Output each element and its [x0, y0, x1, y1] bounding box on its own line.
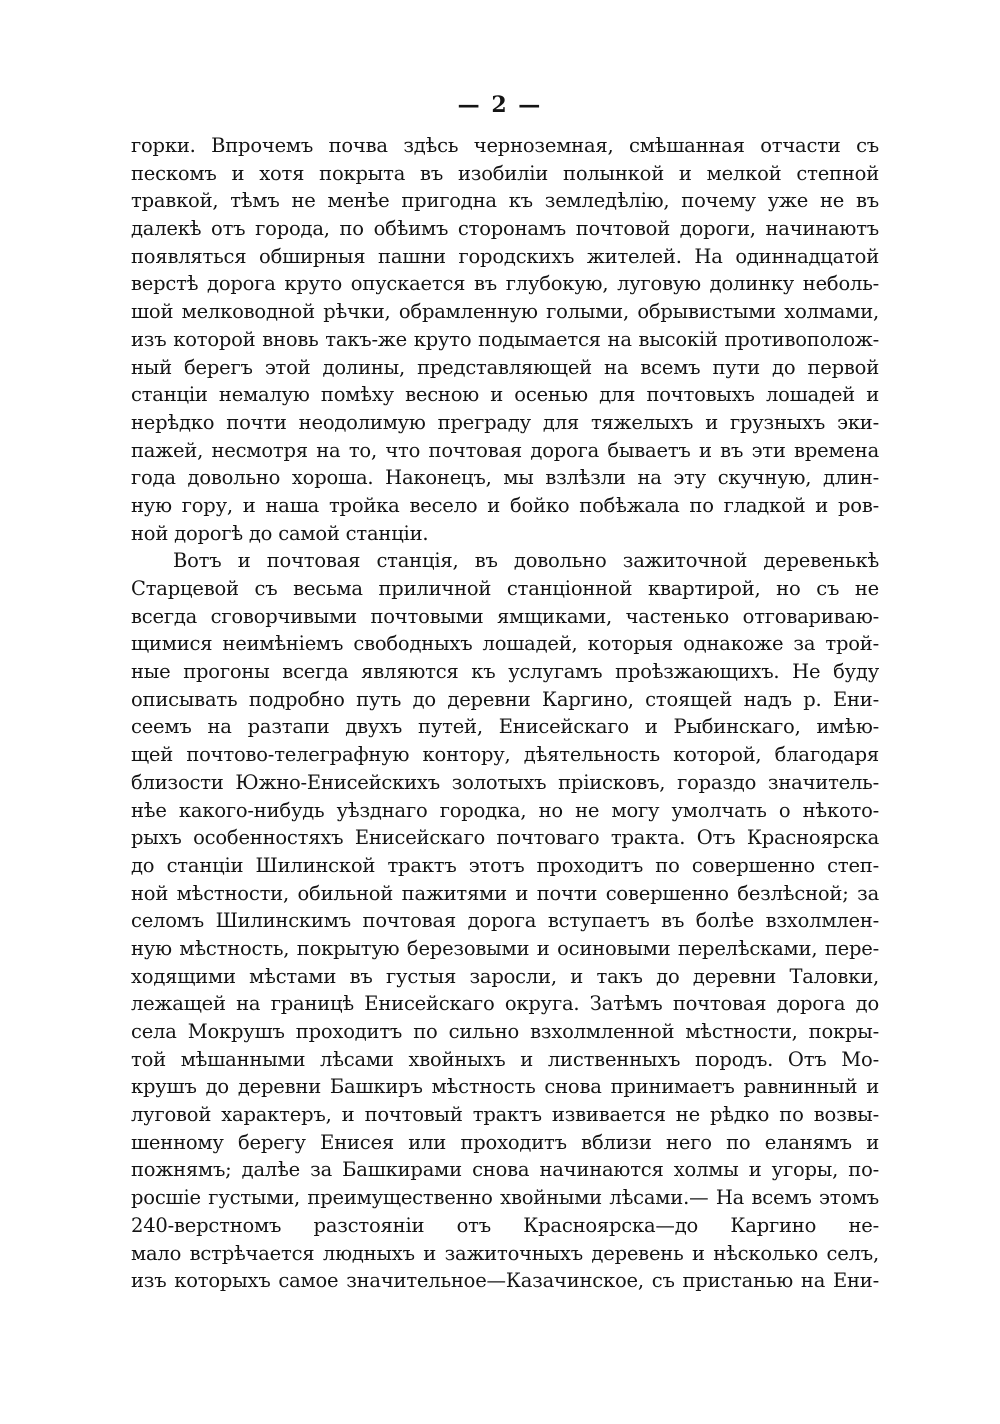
text-line: года довольно хороша. Наконецъ, мы взлѣзли на эту скучную, длин-: [131, 466, 879, 490]
text-line: Старцевой съ весьма приличной станціонной квартирой, но съ не: [131, 577, 879, 600]
text-line: шой мелководной рѣчки, обрамленную голыми, обрывистыми холмами,: [131, 300, 879, 324]
paragraph-start-line: Вотъ и почтовая станція, въ довольно зажиточной деревенькѣ: [173, 549, 879, 573]
text-line: ную гору, и наша тройка весело и бойко побѣжала по гладкой и ров-: [131, 493, 879, 517]
text-line: описывать подробно путь до деревни Каргино, стоящей надъ р. Ени-: [131, 687, 879, 711]
text-line: нерѣдко почти неодолимую преграду для тяжелыхъ и грузныхъ эки-: [131, 410, 879, 434]
text-line: до станціи Шилинской трактъ этотъ проходитъ по совершенно степ-: [131, 853, 879, 877]
text-line: далекѣ отъ города, по обѣимъ сторонамъ почтовой дороги, начинаютъ: [131, 217, 879, 241]
text-line: появляться обширныя пашни городскихъ жителей. На одиннадцатой: [131, 244, 879, 268]
paragraph-end-line: ной дорогѣ до самой станціи.: [131, 521, 429, 545]
text-line: всегда сговорчивыми почтовыми ямщиками, частенько отговаривaю-: [131, 604, 879, 628]
text-line: крушъ до деревни Башкиръ мѣстность снова принимаетъ равнинный и: [131, 1075, 879, 1099]
text-line: верстѣ дорога круто опускается въ глубокую, луговую долинку неболь-: [131, 272, 879, 296]
text-line: щимися неимѣніемъ свободныхъ лошадей, которыя однакоже за трой-: [131, 632, 879, 656]
text-line: ходящими мѣстами въ густыя заросли, и такъ до деревни Таловки,: [131, 964, 879, 988]
text-line: пескомъ и хотя покрыта въ изобиліи полынкой и мелкой степной: [131, 161, 879, 185]
text-line: ной мѣстности, обильной пажитями и почти совершенно безлѣсной; за: [131, 881, 879, 905]
text-line: травкой, тѣмъ не менѣе пригодна къ земледѣлію, почему уже не въ: [131, 189, 879, 213]
text-line: селомъ Шилинскимъ почтовая дорога вступаетъ въ болѣе взхолмлен-: [131, 909, 879, 933]
text-line: рыхъ особенностяхъ Енисейскаго почтоваго тракта. Отъ Красноярска: [131, 826, 879, 850]
text-line: пожнямъ; далѣе за Башкирами снова начинаются холмы и угоры, по-: [131, 1158, 879, 1182]
text-line: пажей, несмотря на то, что почтовая дорога бываетъ и въ эти времена: [131, 438, 879, 462]
text-line: нѣе какого-нибудь уѣзднаго городка, но не могу умолчать о нѣкото-: [131, 798, 879, 822]
text-line: 240-верстномъ разстояніи отъ Красноярска—до Каргино не-: [131, 1213, 879, 1237]
text-line: изъ которыхъ самое значительное—Казачинское, съ пристанью на Ени-: [131, 1269, 879, 1293]
text-line: ный берегъ этой долины, представляющей на всемъ пути до первой: [131, 355, 879, 379]
text-line: лежащей на границѣ Енисейскаго округа. Затѣмъ почтовая дорога до: [131, 992, 879, 1016]
text-line: ные прогоны всегда являются къ услугамъ проѣзжающихъ. Не буду: [131, 660, 879, 684]
body-text: [131, 132, 879, 1295]
text-line: близости Южно-Енисейскихъ золотыхъ пріисковъ, гораздо значитель-: [131, 770, 879, 794]
text-line: сеемъ на разтапи двухъ путей, Енисейскаго и Рыбинскаго, имѣю-: [131, 715, 879, 739]
text-line: луговой характеръ, и почтовый трактъ извивается не рѣдко по возвы-: [131, 1103, 879, 1127]
text-line: станціи немалую помѣху весною и осенью для почтовыхъ лошадей и: [131, 383, 879, 407]
text-line: щей почтово-телеграфную контору, дѣятельность которой, благодаря: [131, 743, 879, 767]
text-line: изъ которой вновь такъ-же круто подымается на высокій противополож-: [131, 327, 879, 351]
text-line: мало встрѣчается людныхъ и зажиточныхъ деревень и нѣсколько селъ,: [131, 1241, 879, 1265]
text-line: шенному берегу Енисея или проходитъ вблизи него по еланямъ и: [131, 1130, 879, 1154]
text-line: росшіе густыми, преимущественно хвойными лѣсами.— На всемъ этомъ: [131, 1186, 879, 1210]
text-line: горки. Впрочемъ почва здѣсь черноземная, смѣшанная отчасти съ: [131, 134, 879, 157]
text-line: ную мѣстность, покрытую березовыми и осиновыми перелѣсками, пере-: [131, 936, 879, 960]
text-line: села Мокрушъ проходитъ по сильно взхолмленной мѣстности, покры-: [131, 1020, 879, 1043]
page-number: — 2 —: [457, 92, 543, 118]
text-line: той мѣшанными лѣсами хвойныхъ и лиственныхъ породъ. Отъ Мо-: [131, 1047, 879, 1071]
